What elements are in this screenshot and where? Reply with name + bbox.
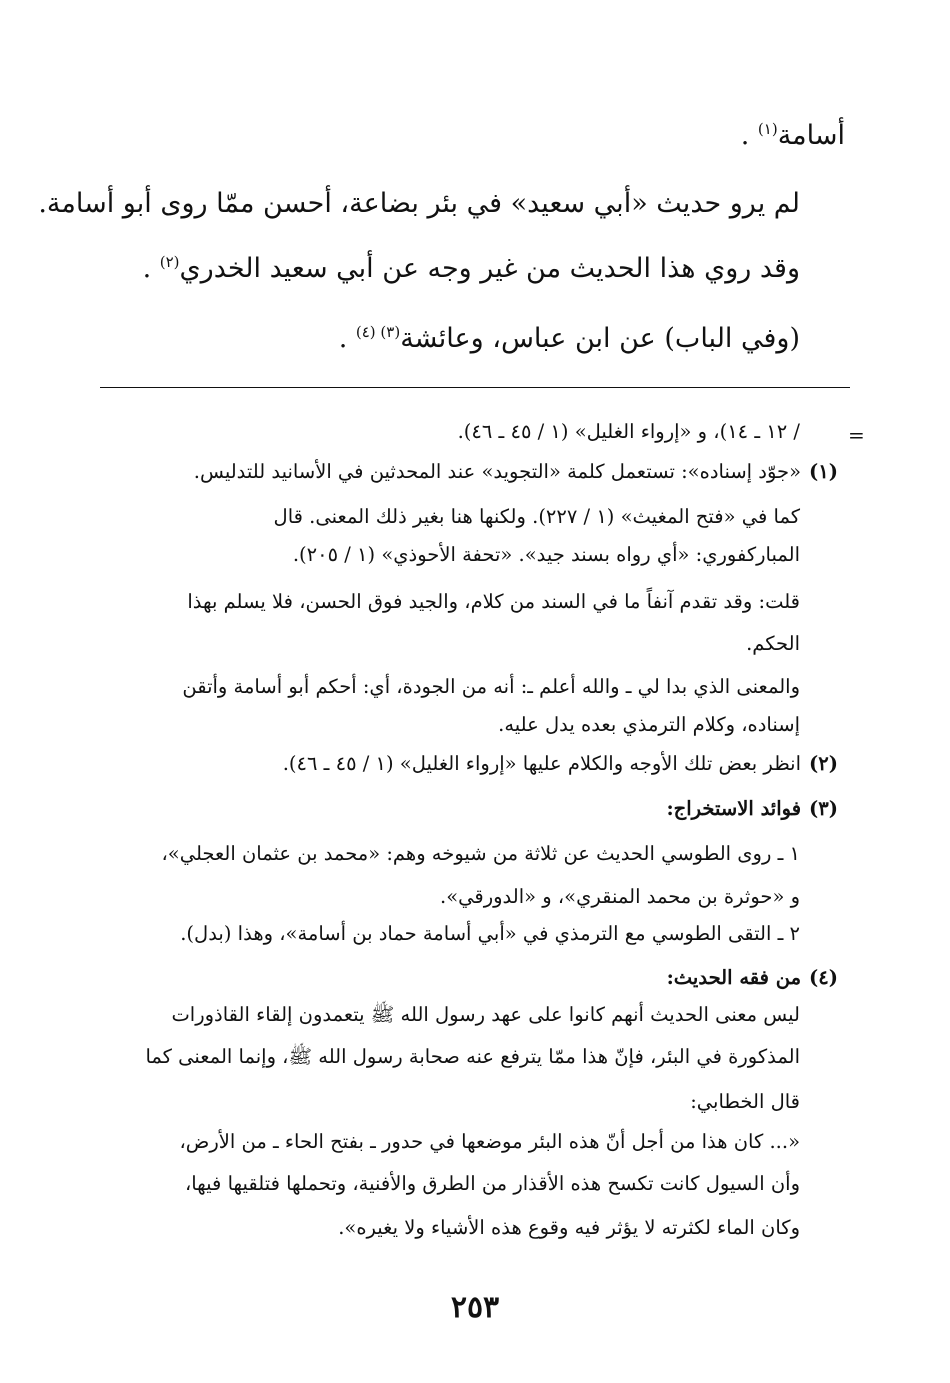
footnote-ref-2: (٢) [159,253,180,271]
footnote-carryover: / ١٢ ـ ١٤)، و «إرواء الغليل» (١ / ٤٥ ـ ٤٦). [457,420,800,443]
footnote-3-line-2: و «حوثرة بن محمد المنقري»، و «الدورقي». [440,885,800,908]
footnote-1-line-4: قلت: وقد تقدم آنفاً ما في السند من كلام، والجيد فوق الحسن، فلا يسلم بهذا [187,590,800,613]
footnote-3-heading: (٣)فوائد الاستخراج: [666,797,838,820]
footnote-1-line-5: الحكم. [746,632,800,655]
footnote-4-line-1: ليس معنى الحديث أنهم كانوا على عهد رسول الله ﷺ يتعمدون إلقاء القاذورات [171,1003,800,1026]
footnote-2: (٢)انظر بعض تلك الأوجه والكلام عليها «إرواء الغليل» (١ / ٤٥ ـ ٤٦). [282,752,838,775]
footnote-4-line-4: «... كان هذا من أجل أنّ هذه البئر موضعها في حدور ـ بفتح الحاء ـ من الأرض، [179,1130,800,1153]
footnote-1-line-3: المباركفوري: «أي رواه بسند جيد». «تحفة الأحوذي» (١ / ٢٠٥). [292,543,800,566]
footnote-1-line-2: كما في «فتح المغيث» (١ / ٢٢٧). ولكنها هنا بغير ذلك المعنى. قال [273,505,800,528]
continuation-mark: = [848,423,865,447]
footnote-1-line-7: إسناده، وكلام الترمذي بعده يدل عليه. [498,713,800,736]
footnote-ref-3-4: (٣) (٤) [355,323,401,341]
footnote-3-line-3: ٢ ـ التقى الطوسي مع الترمذي في «أبي أسامة حماد بن أسامة»، وهذا (بدل). [180,922,800,945]
footnote-3-line-1: ١ ـ روى الطوسي الحديث عن ثلاثة من شيوخه وهم: «محمد بن عثمان العجلي»، [161,842,800,865]
main-text-line-4: (وفي الباب) عن ابن عباس، وعائشة$^{(٣) (٤)}$ . [338,323,800,354]
page-number: ٢٥٣ [450,1290,500,1325]
footnote-4-heading: (٤)من فقه الحديث: [666,966,838,989]
footnote-1-line-6: والمعنى الذي بدا لي ـ والله أعلم ـ: أنه من الجودة، أي: أحكم أبو أسامة وأتقن [182,675,800,698]
footnote-4-line-5: وأن السيول كانت تكسح هذه الأقذار من الطرق والأفنية، وتحملها فتلقيها فيها، [184,1172,800,1195]
footnote-1-line-1: (١)«جوّد إسناده»: تستعمل كلمة «التجويد» عند المحدثين في الأسانيد للتدليس. [193,460,838,483]
main-text-line-2: لم يرو حديث «أبي سعيد» في بئر بضاعة، أحسن ممّا روى أبو أسامة. [38,188,800,219]
footnote-4-line-3: قال الخطابي: [690,1090,800,1113]
main-text-line-3: وقد روي هذا الحديث من غير وجه عن أبي سعيد الخدري$^{(٢)}$ . [142,253,800,284]
footnote-ref-1: (١) [757,120,778,138]
footnote-separator [100,387,850,388]
main-text-line-1: أسامة$^{(١)}$ . [740,120,845,151]
footnote-4-line-2: المذكورة في البئر، فإنّ هذا ممّا يترفع عنه صحابة رسول الله ﷺ، وإنما المعنى كما [145,1045,800,1068]
footnote-4-line-6: وكان الماء لكثرته لا يؤثر فيه وقوع هذه الأشياء ولا يغيره». [338,1216,800,1239]
